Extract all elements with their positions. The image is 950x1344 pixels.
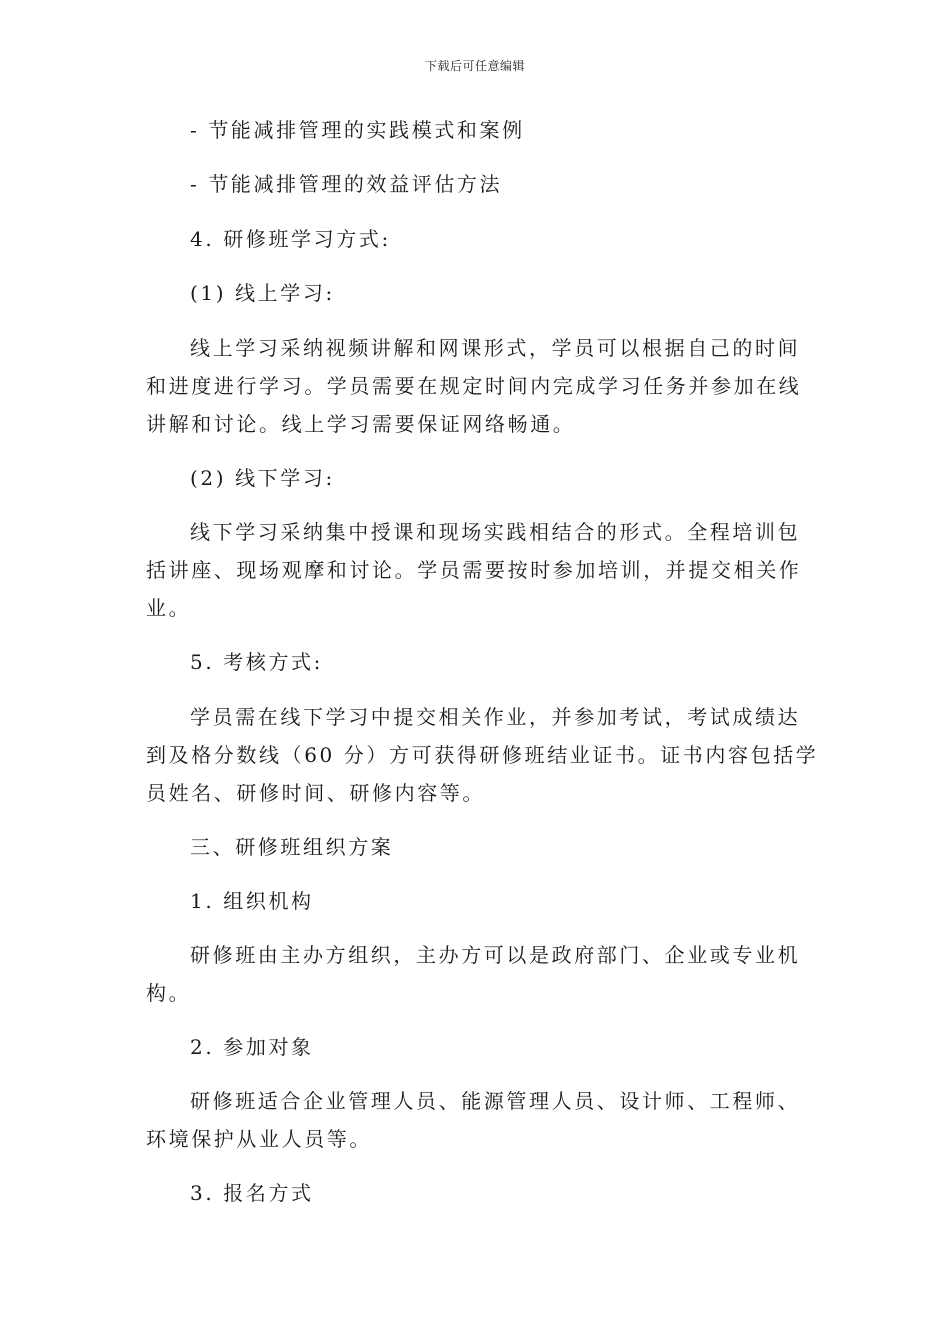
section-heading-participants: 2. 参加对象 [190, 1035, 314, 1059]
bullet-benefit-evaluation: - 节能减排管理的效益评估方法 [190, 172, 503, 196]
paragraph-assessment-line-2: 到及格分数线（60 分）方可获得研修班结业证书。证书内容包括学 [146, 743, 819, 767]
bullet-practice-models: - 节能减排管理的实践模式和案例 [190, 118, 525, 142]
paragraph-online-line-3: 讲解和讨论。线上学习需要保证网络畅通。 [146, 412, 576, 436]
paragraph-online-line-2: 和进度进行学习。学员需要在规定时间内完成学习任务并参加在线 [146, 374, 802, 398]
paragraph-assessment-line-3: 员姓名、研修时间、研修内容等。 [146, 781, 485, 805]
paragraph-offline-line-2: 括讲座、现场观摩和讨论。学员需要按时参加培训，并提交相关作 [146, 558, 802, 582]
section-heading-organizer: 1. 组织机构 [190, 889, 314, 913]
section-heading-learning-mode: 4. 研修班学习方式: [190, 227, 391, 251]
paragraph-offline-line-3: 业。 [146, 596, 192, 620]
subheading-offline-learning: (2) 线下学习: [190, 466, 335, 490]
paragraph-assessment-line-1: 学员需在线下学习中提交相关作业，并参加考试，考试成绩达 [190, 705, 801, 729]
subheading-online-learning: (1) 线上学习: [190, 281, 335, 305]
paragraph-participants-line-2: 环境保护从业人员等。 [146, 1127, 372, 1151]
section-heading-registration: 3. 报名方式 [190, 1181, 314, 1205]
paragraph-organizer-line-1: 研修班由主办方组织，主办方可以是政府部门、企业或专业机 [190, 943, 801, 967]
paragraph-offline-line-1: 线下学习采纳集中授课和现场实践相结合的形式。全程培训包 [190, 520, 801, 544]
paragraph-online-line-1: 线上学习采纳视频讲解和网课形式，学员可以根据自己的时间 [190, 336, 801, 360]
header-note: 下载后可任意编辑 [424, 59, 525, 73]
section-heading-assessment: 5. 考核方式: [190, 650, 323, 674]
paragraph-participants-line-1: 研修班适合企业管理人员、能源管理人员、设计师、工程师、 [190, 1089, 801, 1113]
paragraph-organizer-line-2: 构。 [146, 981, 192, 1005]
chapter-heading-organization: 三、研修班组织方案 [190, 835, 394, 859]
